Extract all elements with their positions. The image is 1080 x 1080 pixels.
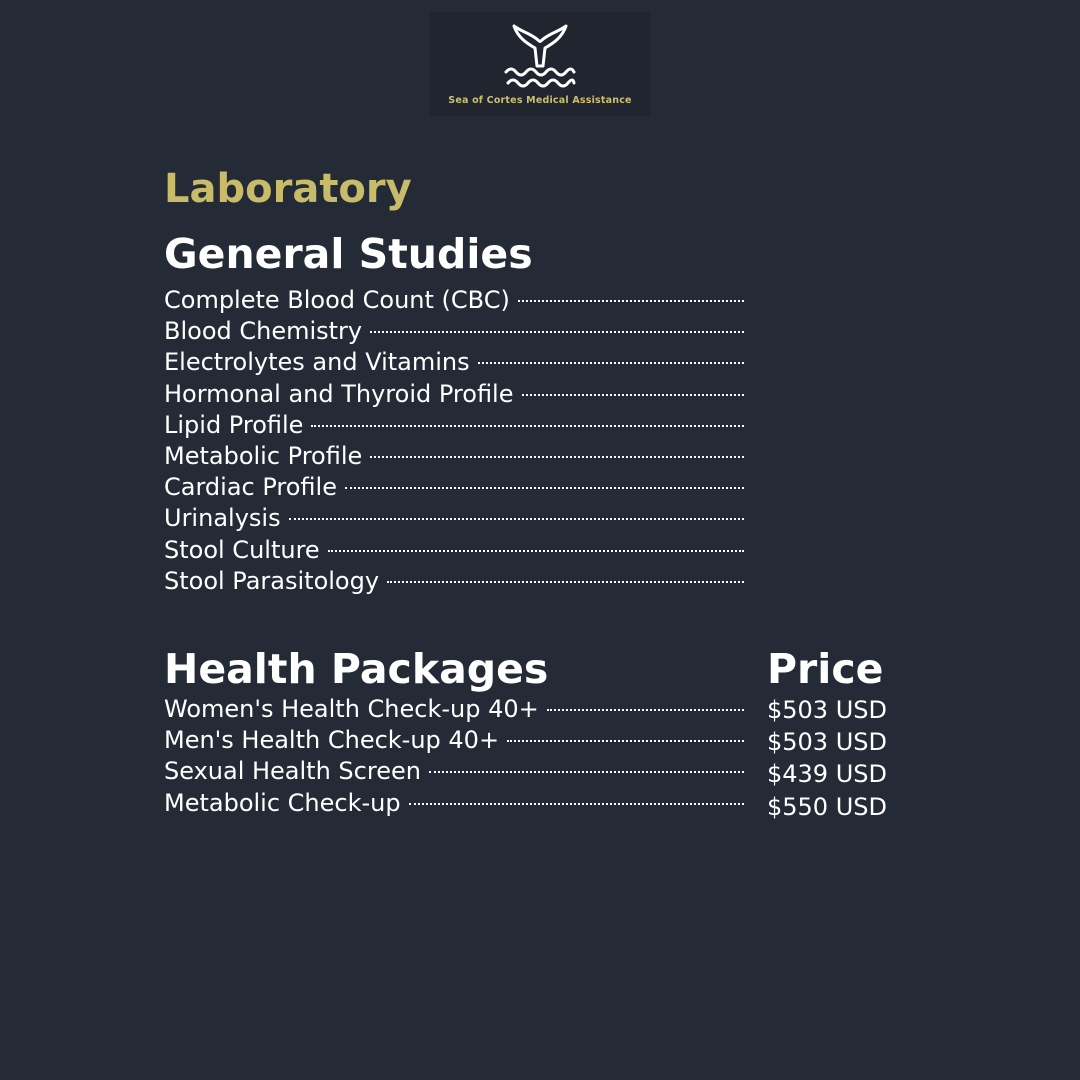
price-heading: Price: [767, 645, 884, 693]
dot-leader: [409, 803, 744, 805]
dot-leader: [345, 487, 744, 489]
dot-leader: [547, 709, 744, 711]
package-label: Metabolic Check-up: [164, 788, 401, 817]
list-item: [164, 441, 744, 472]
list-item: [164, 756, 744, 787]
package-label: Sexual Health Screen: [164, 757, 421, 786]
health-packages-list: [164, 694, 744, 819]
dot-leader: [370, 456, 744, 458]
health-packages-heading: Health Packages: [164, 645, 549, 693]
item-label: Hormonal and Thyroid Profile: [164, 379, 514, 408]
dot-leader: [429, 771, 744, 773]
price-list: [767, 694, 967, 823]
package-price: $439 USD: [767, 760, 887, 789]
package-price: $503 USD: [767, 696, 887, 724]
list-item: [164, 725, 744, 756]
whale-tail-icon: [502, 20, 578, 96]
dot-leader: [478, 362, 744, 364]
dot-leader: [387, 581, 744, 583]
list-item: [164, 503, 744, 534]
dot-leader: [518, 300, 744, 302]
item-label: Metabolic Profile: [164, 441, 363, 470]
dot-leader: [507, 740, 744, 742]
package-price: $550 USD: [767, 792, 887, 821]
list-item: [164, 410, 744, 441]
logo-text: Sea of Cortes Medical Assistance: [448, 95, 632, 106]
package-price: $503 USD: [767, 728, 887, 757]
list-item: [164, 347, 744, 378]
item-label: Cardiac Profile: [164, 473, 337, 502]
item-label: Blood Chemistry: [164, 317, 363, 346]
item-label: Lipid Profile: [164, 410, 304, 439]
item-label: Electrolytes and Vitamins: [164, 348, 470, 377]
list-item: [164, 566, 744, 597]
list-item: [164, 316, 744, 347]
dot-leader: [522, 394, 745, 396]
item-label: Stool Culture: [164, 535, 320, 564]
list-item: [164, 285, 744, 316]
section-title: Laboratory: [164, 166, 412, 212]
list-item: [164, 472, 744, 503]
general-studies-heading: General Studies: [164, 230, 533, 278]
list-item: [164, 535, 744, 566]
dot-leader: [289, 518, 744, 520]
item-label: Urinalysis: [164, 504, 281, 533]
logo: [430, 12, 650, 116]
dot-leader: [370, 331, 744, 333]
dot-leader: [311, 425, 744, 427]
dot-leader: [328, 550, 744, 552]
package-label: Women's Health Check-up 40+: [164, 695, 539, 723]
general-studies-list: [164, 285, 744, 597]
item-label: Stool Parasitology: [164, 566, 380, 595]
list-item: [164, 694, 744, 725]
list-item: [164, 379, 744, 410]
list-item: [164, 788, 744, 819]
package-label: Men's Health Check-up 40+: [164, 726, 500, 755]
item-label: Complete Blood Count (CBC): [164, 286, 510, 314]
